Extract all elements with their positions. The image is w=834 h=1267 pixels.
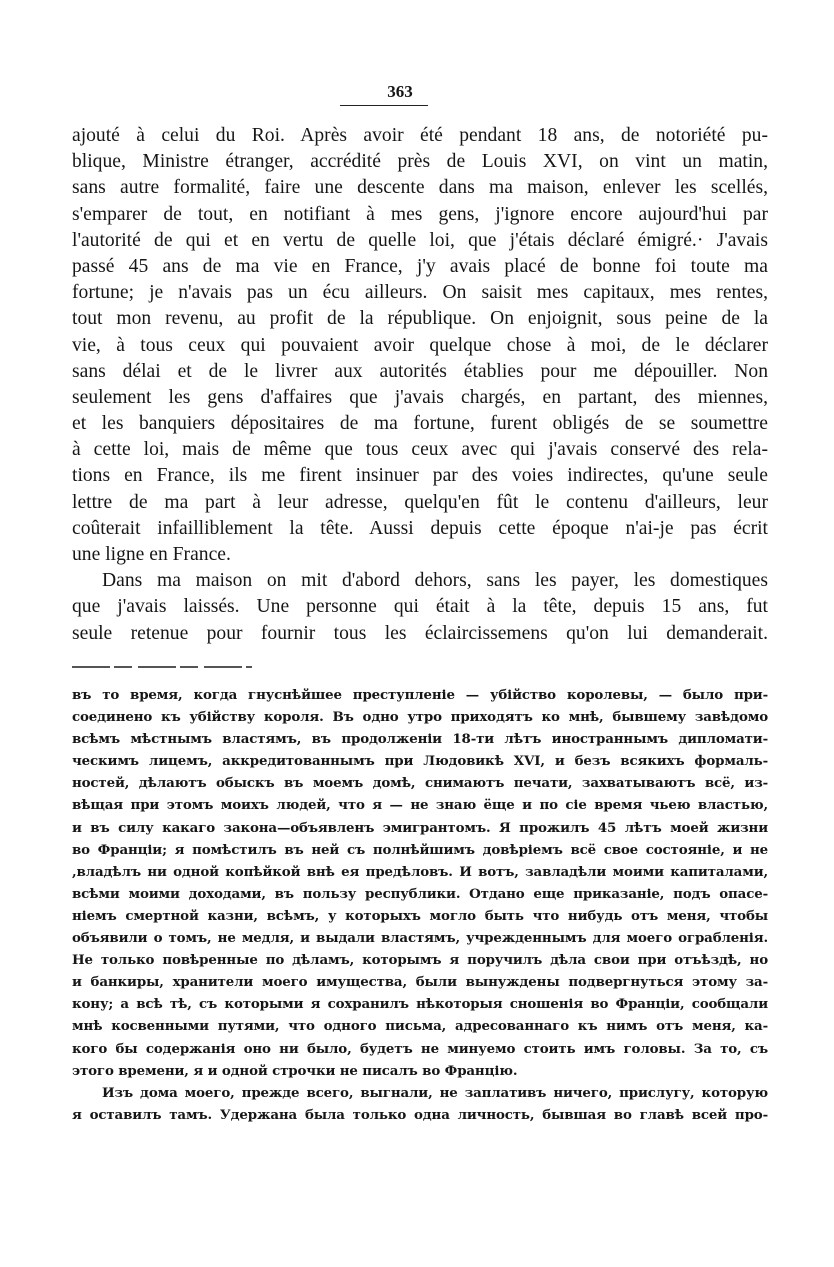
text-line: вѣщая при этомъ моихъ людей, что я — не знаю ёще и по сіе время чьею властью, [72, 797, 768, 814]
text-line: seule retenue pour fournir tous les éclaircissemens qu'on lui demanderait. [72, 622, 768, 644]
footnote-divider [72, 666, 252, 668]
text-line: кону; а всѣ тѣ, съ которыми я сохранилъ нѣкоторыя сношенія во Франціи, сообщали [72, 996, 768, 1013]
text-line: объявили о томъ, не медля, и выдали властямъ, учрежденнымъ для моего ограбленія. [72, 930, 768, 947]
text-line: tions en France, ils me firent insinuer par des voies indirectes, qu'une seule [72, 465, 768, 487]
text-line: ностей, дѣлаютъ обыскъ въ моемъ домѣ, снимаютъ печати, захватываютъ всё, из- [72, 775, 768, 792]
text-line: passé 45 ans de ma vie en France, j'y avais placé de bonne foi toute ma [72, 255, 768, 277]
text-line: и банкиры, хранители моего имущества, были вынуждены подвергнуться этому за- [72, 974, 768, 991]
text-line: sans délai et de le livrer aux autorités établies pour me dépouiller. Non [72, 360, 768, 382]
text-line: всѣми моими доходами, въ пользу республики. Отдано еще приказаніе, подъ опасе- [72, 885, 768, 902]
text-line: въ то время, когда гнуснѣйшее преступленіе — убійство королевы, — было при- [72, 687, 768, 703]
page-number: 363 [387, 82, 413, 101]
text-line: всѣмъ мѣстнымъ властямъ, въ продолженіи 18-ти лѣтъ иностраннымъ дипломати- [72, 731, 768, 748]
text-line: Не только повѣренные по дѣламъ, которымъ я поручилъ дѣла свои при отъѣздѣ, но [72, 952, 768, 969]
page-number-rule [340, 105, 428, 106]
russian-text-block [72, 684, 768, 1126]
text-line: ajouté à celui du Roi. Après avoir été pendant 18 ans, de notoriété pu- [72, 125, 768, 146]
text-line: соединено къ убійству короля. Въ одно утро приходятъ ко мнѣ, бывшему завѣдомо [72, 709, 768, 726]
text-line: ,владѣлъ ни одной копѣйкой внѣ ея предѣловъ. И вотъ, завладѣли моими капиталами, [72, 863, 768, 880]
text-line: vie, à tous ceux qui pouvaient avoir quelque chose à moi, de le déclarer [72, 334, 768, 356]
text-line: sans autre formalité, faire une descente dans ma maison, enlever les scellés, [72, 177, 768, 199]
text-line: à cette loi, mais de même que tous ceux avec qui j'avais conservé des rela- [72, 439, 768, 461]
text-line: s'emparer de tout, en notifiant à mes gens, j'ignore encore aujourd'hui par [72, 203, 768, 225]
text-line: blique, Ministre étranger, accrédité près de Louis XVI, on vint un matin, [72, 151, 768, 173]
text-line: lettre de ma part à leur adresse, quelqu'en fût le contenu d'ailleurs, leur [72, 491, 768, 513]
text-line: кого бы содержанія оно ни было, будетъ не минуемо стоить имъ головы. За то, съ [72, 1040, 768, 1057]
text-line: Изъ дома моего, прежде всего, выгнали, не заплативъ ничего, прислугу, которую [102, 1084, 768, 1101]
text-line: Dans ma maison on mit d'abord dehors, sans les payer, les domestiques [102, 570, 768, 592]
text-line: que j'avais laissés. Une personne qui était à la tête, depuis 15 ans, fut [72, 596, 768, 618]
text-line: этого времени, я и одной строчки не писалъ во Францію. [72, 1062, 518, 1079]
text-line: мнѣ косвенными путями, что одного письма, адресованнаго къ нимъ отъ меня, ка- [72, 1018, 768, 1035]
text-line: et les banquiers dépositaires de ma fortune, furent obligés de se soumettre [72, 413, 768, 435]
text-line: une ligne en France. [72, 544, 231, 565]
text-line: ческимъ лицемъ, аккредитованнымъ при Людовикѣ XVI, и безъ всякихъ формаль- [72, 753, 768, 770]
text-line: coûterait infailliblement la tête. Aussi depuis cette époque n'ai-je pas écrit [72, 517, 768, 539]
text-line: я оставилъ тамъ. Удержана была только одна личность, бывшая во главѣ всей про- [72, 1106, 768, 1123]
text-line: l'autorité de qui et en vertu de quelle loi, que j'étais déclaré émigré.· J'avais [72, 229, 768, 251]
text-line: fortune; je n'avais pas un écu ailleurs. On saisit mes capitaux, mes rentes, [72, 282, 768, 304]
text-line: во Франціи; я помѣстилъ въ ней съ полнѣйшимъ довѣріемъ всё свое состояніе, и не [72, 841, 768, 858]
french-text-block [72, 123, 768, 647]
text-line: tout mon revenu, au profit de la république. On enjoignit, sous peine de la [72, 308, 768, 330]
text-line: и въ силу какаго закона—объявленъ эмигрантомъ. Я прожилъ 45 лѣтъ моей жизни [72, 819, 768, 836]
text-line: seulement les gens d'affaires que j'avais chargés, en partant, des miennes, [72, 386, 768, 408]
text-line: ніемъ смертной казни, всѣмъ, у которыхъ могло быть что нибудь отъ меня, чтобы [72, 907, 768, 924]
